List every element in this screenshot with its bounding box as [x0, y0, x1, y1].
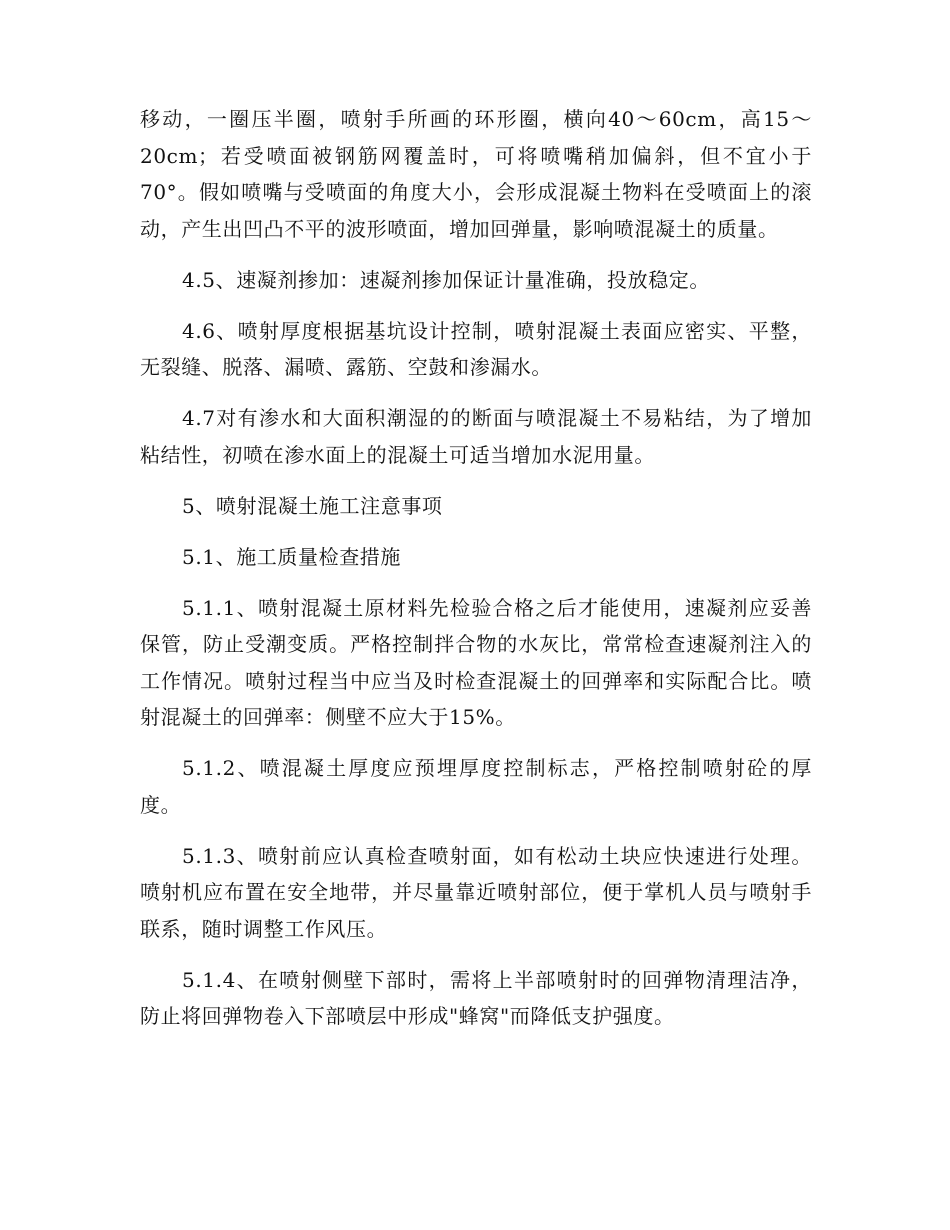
paragraph-5-1-4-rebound-cleanup: 5.1.4、在喷射侧壁下部时，需将上半部喷射时的回弹物清理洁净，防止将回弹物卷入下部喷层中形成"蜂窝"而降低支护强度。	[140, 967, 812, 1028]
paragraph-5-1-2-thickness-marks: 5.1.2、喷混凝土厚度应预埋厚度控制标志，严格控制喷射砼的厚度。	[140, 756, 812, 817]
paragraph-5-1-1-materials: 5.1.1、喷射混凝土原材料先检验合格之后才能使用，速凝剂应妥善保管，防止受潮变质。严格控制拌合物的水灰比，常常检查速凝剂注入的工作情况。喷射过程当中应当及时检查混凝土的回弹率和实际配合比。喷射混凝土的回弹率：侧壁不应大于15%。	[140, 595, 812, 729]
section-heading-5-1: 5.1、施工质量检查措施	[182, 544, 402, 569]
paragraph-4-7-seepage: 4.7对有渗水和大面积潮湿的的断面与喷混凝土不易粘结，为了增加粘结性，初喷在渗水面上的混凝土可适当增加水泥用量。	[140, 406, 812, 467]
paragraph-4-6-thickness: 4.6、喷射厚度根据基坑设计控制，喷射混凝土表面应密实、平整，无裂缝、脱落、漏喷、露筋、空鼓和渗漏水。	[140, 318, 812, 379]
paragraph-5-1-3-inspection: 5.1.3、喷射前应认真检查喷射面，如有松动土块应快速进行处理。喷射机应布置在安全地带，并尽量靠近喷射部位，便于掌机人员与喷射手联系，随时调整工作风压。	[140, 843, 812, 941]
paragraph-4-5-accelerator: 4.5、速凝剂掺加：速凝剂掺加保证计量准确，投放稳定。	[182, 267, 711, 292]
document-page	[140, 101, 812, 1049]
paragraph-continuation: 移动，一圈压半圈，喷射手所画的环形圈，横向40～60cm，高15～20cm；若受喷面被钢筋网覆盖时，可将喷嘴稍加偏斜，但不宜小于70°。假如喷嘴与受喷面的角度大小，会形成混凝土物料在受喷面上的滚动，产生出凹凸不平的波形喷面，增加回弹量，影响喷混凝土的质量。	[140, 107, 812, 241]
section-heading-5: 5、喷射混凝土施工注意事项	[182, 493, 443, 518]
